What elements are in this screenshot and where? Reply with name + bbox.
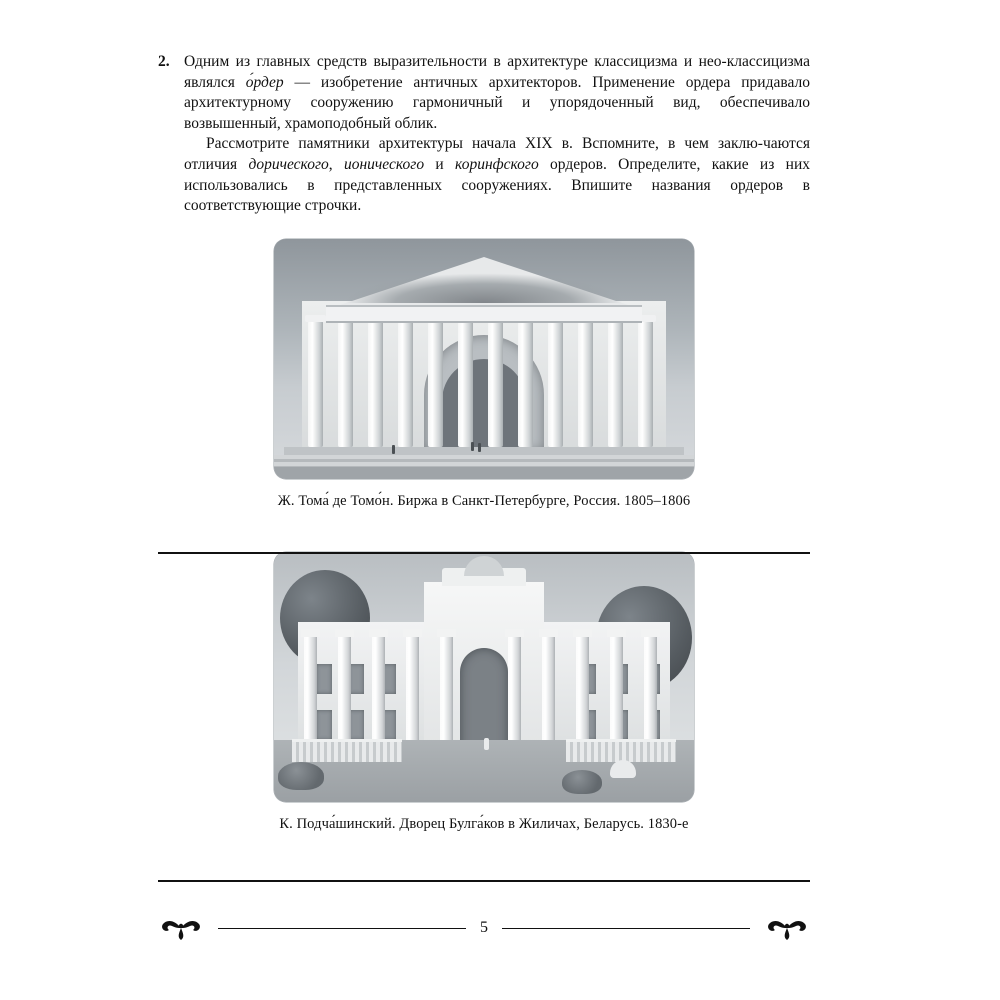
task-number: 2. <box>158 53 170 70</box>
task-p1-before: Одним из главных средств выразительности в архитектуре классицизма и нео-классицизма являлся <box>184 53 810 91</box>
task-p2-d: ордеров. Определите, какие из них использовались в представленных сооружениях. Впишите названия ордеров в соответствующие строчки. <box>184 156 810 215</box>
task-block <box>158 52 810 217</box>
figure-exchange-building <box>158 239 810 510</box>
figure-person <box>478 443 481 452</box>
photo-exchange-building <box>274 239 694 479</box>
footer-rule-right <box>502 928 750 929</box>
colonnade <box>304 636 664 748</box>
figure-caption: К. Подча́шинский. Дворец Булга́ков в Жиличах, Беларусь. 1830-е <box>279 815 689 832</box>
term-order: о́рдер <box>245 73 284 91</box>
section-divider <box>158 552 810 554</box>
section-divider <box>158 880 810 882</box>
term-corinthian: коринфского <box>455 156 539 174</box>
photo-bulgak-palace <box>274 552 694 802</box>
entablature <box>326 305 642 323</box>
floral-ornament-icon <box>764 913 810 943</box>
task-p2-a: Рассмотрите памятники архитектуры начала XIX в. Вспомните, в чем заклю-чаются отличия <box>184 135 810 174</box>
page-number: 5 <box>480 919 488 936</box>
figure-person <box>471 442 474 451</box>
page-content <box>158 52 810 833</box>
bush <box>278 762 324 790</box>
task-paragraph-2 <box>184 134 810 216</box>
figure-caption: Ж. Тома́ де Томо́н. Биржа в Санкт-Петербурге, Россия. 1805–1806 <box>277 492 691 509</box>
task-p1-after: — изобретение античных архитекторов. Применение ордера придавало архитектурному сооружению гармоничный и упорядоченный вид, обеспечивало возвышенный, храмоподобный облик. <box>184 73 810 132</box>
task-text <box>184 52 810 217</box>
task-paragraph-1 <box>184 52 810 134</box>
term-doric: дорического <box>248 156 329 174</box>
task-p2-b: , <box>328 156 344 174</box>
bush <box>562 770 602 794</box>
page-footer <box>158 905 810 951</box>
colonnade <box>308 321 660 447</box>
footer-rule-left <box>218 928 466 929</box>
task-p2-c: и <box>424 156 456 174</box>
balustrade <box>292 739 402 762</box>
figure-person <box>484 738 489 750</box>
figure-person <box>392 445 395 454</box>
plaza-ground <box>274 467 694 479</box>
floral-ornament-icon <box>158 913 204 943</box>
figure-bulgak-palace <box>158 552 810 833</box>
term-ionic: ионического <box>343 156 425 174</box>
balustrade <box>566 739 676 762</box>
pediment-sculpture <box>344 273 624 303</box>
